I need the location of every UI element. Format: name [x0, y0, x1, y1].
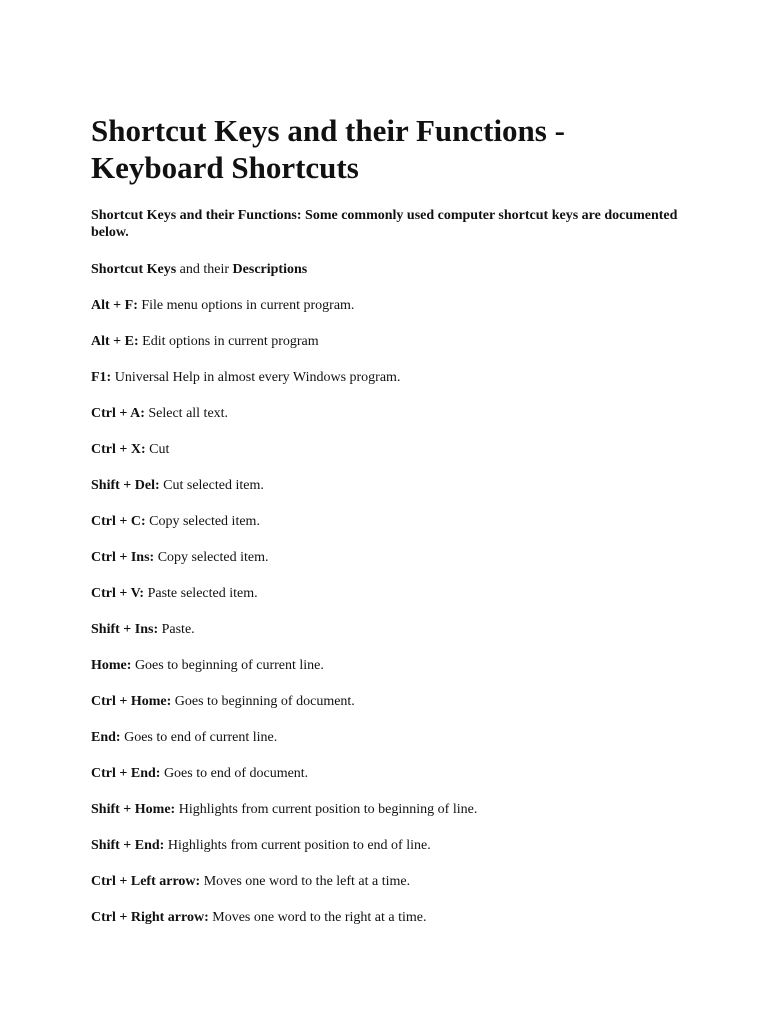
shortcut-key: Ctrl + A:: [91, 406, 145, 421]
shortcut-key: Shift + Del:: [91, 478, 160, 493]
shortcut-key: Ctrl + V:: [91, 586, 145, 601]
section-heading: [91, 261, 691, 278]
shortcut-item: [91, 585, 691, 602]
shortcut-item: [91, 729, 691, 746]
shortcut-description: Goes to beginning of document.: [171, 694, 355, 709]
shortcut-description: Moves one word to the right at a time.: [208, 910, 427, 925]
shortcut-item: [91, 873, 691, 890]
shortcut-description: Copy selected item.: [154, 550, 269, 565]
shortcut-item: [91, 369, 691, 386]
shortcut-key: Ctrl + Home:: [91, 694, 172, 709]
shortcut-item: [91, 441, 691, 458]
shortcut-description: Highlights from current position to beginning of line.: [175, 802, 478, 817]
shortcut-description: Highlights from current position to end of line.: [164, 838, 431, 853]
shortcut-list: [91, 297, 691, 926]
heading-connector: and their: [176, 262, 233, 277]
shortcut-item: [91, 909, 691, 926]
shortcut-key: Ctrl + Ins:: [91, 550, 155, 565]
shortcut-description: Goes to beginning of current line.: [131, 658, 324, 673]
shortcut-description: Select all text.: [144, 406, 229, 421]
shortcut-key: Ctrl + End:: [91, 766, 161, 781]
shortcut-key: Shift + End:: [91, 838, 165, 853]
shortcut-key: Shift + Home:: [91, 802, 176, 817]
shortcut-key: Ctrl + C:: [91, 514, 146, 529]
shortcut-key: Home:: [91, 658, 132, 673]
shortcut-description: Cut selected item.: [159, 478, 264, 493]
shortcut-description: Paste.: [158, 622, 195, 637]
shortcut-key: F1:: [91, 370, 112, 385]
shortcut-key: Ctrl + Left arrow:: [91, 874, 201, 889]
shortcut-item: [91, 297, 691, 314]
document-page: [91, 112, 691, 926]
heading-descriptions: Descriptions: [232, 262, 308, 277]
shortcut-item: [91, 837, 691, 854]
shortcut-key: Ctrl + Right arrow:: [91, 910, 209, 925]
shortcut-item: [91, 513, 691, 530]
shortcut-key: Alt + E:: [91, 334, 139, 349]
shortcut-item: [91, 657, 691, 674]
shortcut-description: Paste selected item.: [144, 586, 258, 601]
shortcut-item: [91, 405, 691, 422]
page-title: Shortcut Keys and their Functions - Keyboard Shortcuts: [91, 113, 565, 185]
shortcut-description: Goes to end of document.: [160, 766, 309, 781]
shortcut-key: End:: [91, 730, 121, 745]
shortcut-item: [91, 765, 691, 782]
shortcut-item: [91, 801, 691, 818]
shortcut-key: Shift + Ins:: [91, 622, 159, 637]
shortcut-item: [91, 477, 691, 494]
intro-paragraph: Shortcut Keys and their Functions: Some commonly used computer shortcut keys are documented below.: [91, 208, 678, 240]
shortcut-item: [91, 549, 691, 566]
shortcut-item: [91, 333, 691, 350]
shortcut-description: Edit options in current program: [138, 334, 319, 349]
heading-shortcut-keys: Shortcut Keys: [91, 262, 177, 277]
shortcut-description: Moves one word to the left at a time.: [200, 874, 411, 889]
shortcut-description: Universal Help in almost every Windows program.: [111, 370, 401, 385]
shortcut-description: Goes to end of current line.: [120, 730, 278, 745]
shortcut-key: Ctrl + X:: [91, 442, 146, 457]
shortcut-description: Copy selected item.: [145, 514, 260, 529]
shortcut-description: Cut: [145, 442, 170, 457]
shortcut-key: Alt + F:: [91, 298, 138, 313]
shortcut-description: File menu options in current program.: [137, 298, 355, 313]
shortcut-item: [91, 621, 691, 638]
shortcut-item: [91, 693, 691, 710]
